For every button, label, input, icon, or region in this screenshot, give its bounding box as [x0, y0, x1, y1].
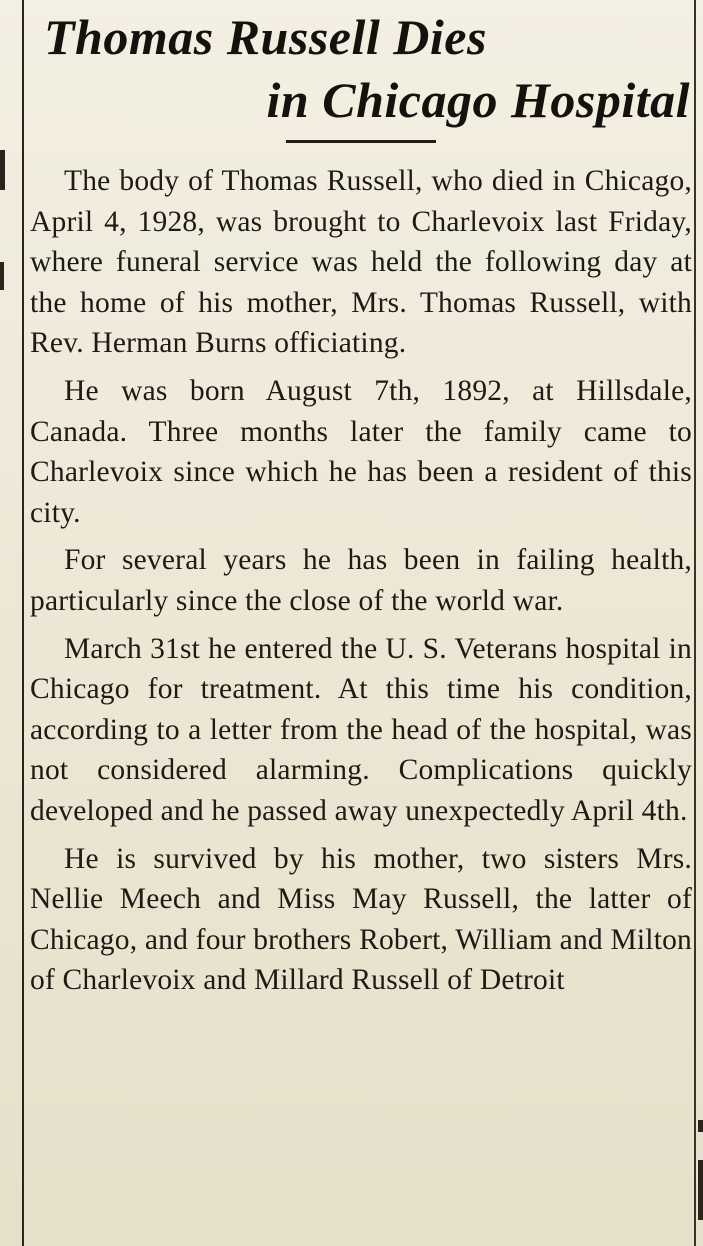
headline [30, 4, 692, 130]
edge-ink-mark [0, 150, 5, 190]
edge-ink-mark [698, 1120, 703, 1132]
edge-ink-mark [698, 1160, 703, 1220]
paragraph-funeral: The body of Thomas Russell, who died in Chicago, April 4, 1928, was brought to Charlevoix last Friday, where funeral service was held the following day at the home of his mother, Mrs. Thomas Russell, with Rev. Herman Burns officiating. [30, 165, 692, 360]
edge-ink-mark [0, 262, 4, 290]
column-rule-right [694, 0, 696, 1246]
paragraph-survivors: He is survived by his mother, two sisters Mrs. Nellie Meech and Miss May Russell, the latter of Chicago, and four brothers Robert, William and Milton of Charlevoix and Millard Russell of Detroit [30, 842, 692, 997]
column-rule-left [22, 0, 24, 1246]
headline-divider [286, 140, 436, 143]
headline-line-2: in Chicago Hospital [266, 72, 690, 128]
article-body [30, 161, 692, 1001]
obituary-article [30, 4, 692, 1001]
paragraph-health: For several years he has been in failing health, particularly since the close of the world war. [30, 544, 692, 617]
paragraph-birth: He was born August 7th, 1892, at Hillsdale, Canada. Three months later the family came to Charlevoix since which he has been a resident of this city. [30, 374, 692, 529]
headline-line-1: Thomas Russell Dies [44, 9, 487, 65]
paragraph-hospital: March 31st he entered the U. S. Veterans hospital in Chicago for treatment. At this time his condition, according to a letter from the head of the hospital, was not considered alarming. Complications quickly developed and he passed away unexpectedly April 4th. [30, 632, 692, 827]
